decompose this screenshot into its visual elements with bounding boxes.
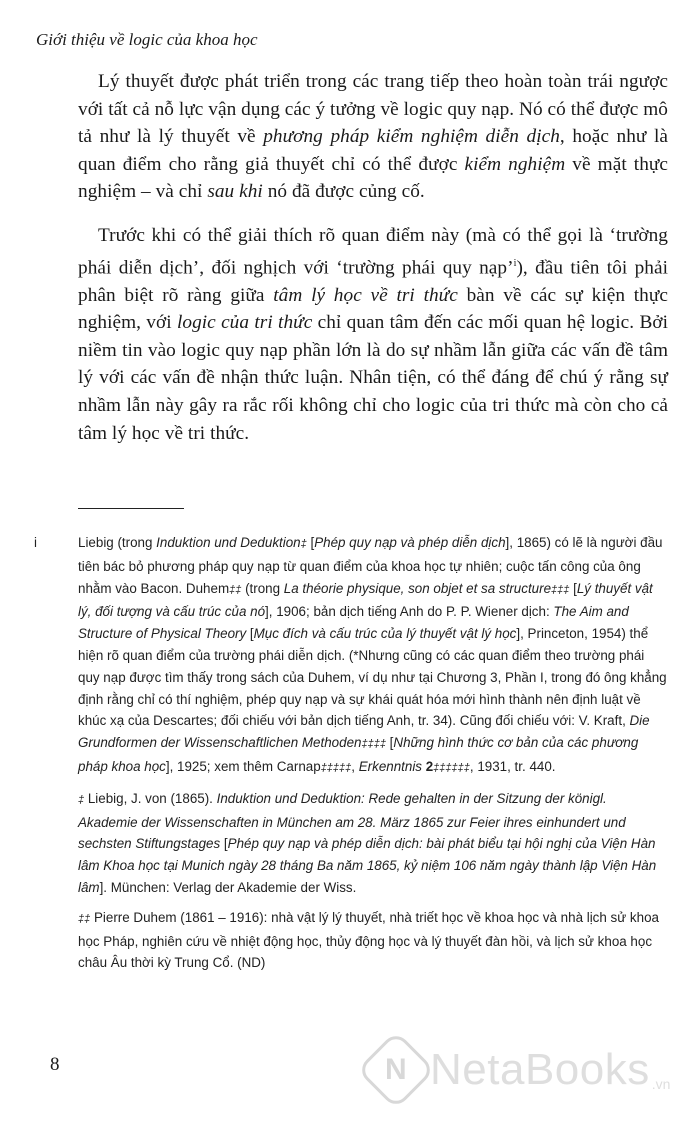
emphasis: phương pháp kiểm nghiệm diễn dịch: [263, 126, 560, 148]
running-head: Giới thiệu về logic của khoa học: [36, 30, 258, 49]
note-symbol: ‡‡‡‡‡: [320, 761, 352, 774]
emphasis: kiểm nghiệm: [464, 153, 566, 175]
text-run: Trước khi có thể giải thích rõ quan điểm này (mà có thể gọi là ‘trường phái diễn dịch’, đối nghịch với ‘trường phái quy nạp’: [78, 224, 668, 278]
emphasis: Mục đích và cấu trúc của lý thuyết vật lý học: [253, 626, 517, 642]
note-symbol: ‡: [300, 538, 307, 550]
emphasis: Phép quy nạp và phép diễn dịch: [314, 535, 506, 550]
note-symbol: ‡‡‡‡‡‡: [433, 761, 470, 774]
emphasis: Phép quy nạp và phép diễn dịch: bài phát biểu tại hội nghị của Viện Hàn lâm Khoa học tại Munich ngày 28 tháng Ba năm 1865, kỷ niệm 106 năm ngày thành lập Viện Hàn lâm: [78, 836, 657, 895]
text-run: , 1931, tr. 440.: [469, 758, 556, 774]
netabooks-logo-icon: [356, 1030, 435, 1109]
paragraph-2: [78, 222, 668, 447]
footnotes: [34, 532, 668, 982]
text-run: về mặt thực nghiệm – và chỉ: [78, 153, 668, 203]
emphasis: sau khi: [207, 181, 263, 203]
text-run: ]. München: Verlag der Akademie der Wiss.: [99, 879, 357, 895]
text-run: Pierre Duhem (1861 – 1916): nhà vật lý lý thuyết, nhà triết học về khoa học và nhà lịch sử khoa học Pháp, nghiên cứu về nhiệt động học, thủy động học và lý thuyết đàn hồi, và lịch sử khoa học châu Âu thời kỳ Trung Cổ. (ND): [78, 909, 659, 971]
text-run: chỉ quan tâm đến các mối quan hệ logic. Bởi niềm tin vào logic quy nạp phần lớn là do sự nhầm lẫn giữa các vấn đề tâm lý với các vấn đề nhận thức luận. Nhân tiện, có thể đáng để chú ý rằng sự nhầm lẫn này gây ra rắc rối không chỉ cho logic của tri thức mà còn cho cả tâm lý học về tri thức.: [78, 312, 669, 444]
emphasis: Erkenntnis: [358, 758, 422, 774]
text-run: ], Princeton, 1954) thể hiện rõ quan điểm của trường phái diễn dịch. (*Nhưng cũng có các quan điểm theo trường phái quy nạp được tìm thấy trong sách của Duhem, ví dụ như tại Chương 3, Phần I, trong đó ông khẳng định rằng chỉ có thí nghiệm, phép quy nạp và sự khái quát hóa mới hình thành nên định luật về khúc xạ của Descartes; đối chiếu với bản dịch tiếng Anh, tr. 34). Cũng đối chiếu với: V. Kraft,: [78, 626, 667, 729]
footnote-reference: i: [513, 257, 517, 269]
footnote-liebig: [78, 788, 668, 899]
text-run: Lý thuyết được phát triển trong các trang tiếp theo hoàn toàn trái ngược với tất cả nỗ lực vận dụng các ý tưởng về logic quy nạp. Nó có thể được mô tả như là lý thuyết về: [78, 71, 668, 148]
text-run: ), đầu tiên tôi phải phân biệt rõ ràng giữa: [78, 256, 668, 306]
emphasis: tâm lý học về tri thức: [273, 284, 458, 306]
watermark: [368, 1030, 698, 1110]
text-run: [: [246, 626, 254, 642]
emphasis: logic của tri thức: [176, 312, 313, 334]
logo-letter: N: [385, 1052, 407, 1086]
emphasis: Induktion und Deduktion: Rede gehalten in der Sitzung der königl. Akademie der Wissenschaften in München am 28. März 1865 zur Feier ihres einhundert und sechsten Stiftungstages: [78, 790, 626, 852]
text-run: ], 1906; bản dịch tiếng Anh do P. P. Wiener dịch:: [265, 604, 554, 620]
footnote-marker: i: [34, 535, 37, 550]
text-run: Liebig, J. von (1865).: [84, 790, 217, 806]
text-run: nó đã được củng cố.: [262, 181, 425, 203]
emphasis: Lý thuyết vật lý, đối tượng và cấu trúc của nó: [78, 580, 653, 620]
note-symbol: ‡‡: [78, 912, 91, 925]
text-run: Liebig (trong: [78, 535, 157, 550]
text-run: [: [306, 535, 315, 550]
footnote-divider: [78, 508, 184, 509]
text-run: ], 1925; xem thêm Carnap: [165, 758, 321, 774]
bold-run: 2: [422, 758, 434, 774]
emphasis: La théorie physique, son objet et sa structure: [283, 580, 552, 596]
emphasis: The Aim and Structure of Physical Theory: [78, 604, 629, 642]
text-run: [: [385, 735, 394, 751]
emphasis: Die Grundformen der Wissenschaftlichen Methoden: [78, 713, 650, 751]
text-run: bàn về các sự kiện thực nghiệm, với: [78, 284, 668, 334]
text-run: ,: [351, 758, 359, 774]
text-run: [: [569, 580, 577, 596]
note-symbol: ‡‡‡‡: [361, 738, 386, 751]
emphasis: Những hình thức cơ bản của các phương pháp khoa học: [78, 735, 639, 774]
main-text: [78, 68, 668, 463]
page-number: 8: [50, 1054, 60, 1075]
footnote-duhem: [78, 907, 668, 974]
emphasis: Induktion und Deduktion: [156, 535, 301, 550]
watermark-text: NetaBooks: [430, 1045, 650, 1094]
text-run: ], 1865) có lẽ là người đầu tiên bác bỏ phương pháp quy nạp từ quan điểm của khoa học tự nhiên; cuộc tấn công của ông nhằm vào Bacon. Duhem: [78, 535, 663, 596]
watermark-suffix: .vn: [651, 1076, 671, 1092]
paragraph-1: [78, 68, 668, 206]
note-symbol: ‡‡: [229, 583, 242, 596]
note-symbol: ‡‡‡: [551, 583, 570, 596]
footnote-i: [34, 532, 668, 780]
text-run: (trong: [241, 580, 284, 596]
text-run: , hoặc như là quan điểm cho rằng giả thuyết chỉ có thể được: [78, 126, 668, 175]
text-run: [: [220, 836, 228, 852]
note-symbol: ‡: [78, 793, 85, 806]
